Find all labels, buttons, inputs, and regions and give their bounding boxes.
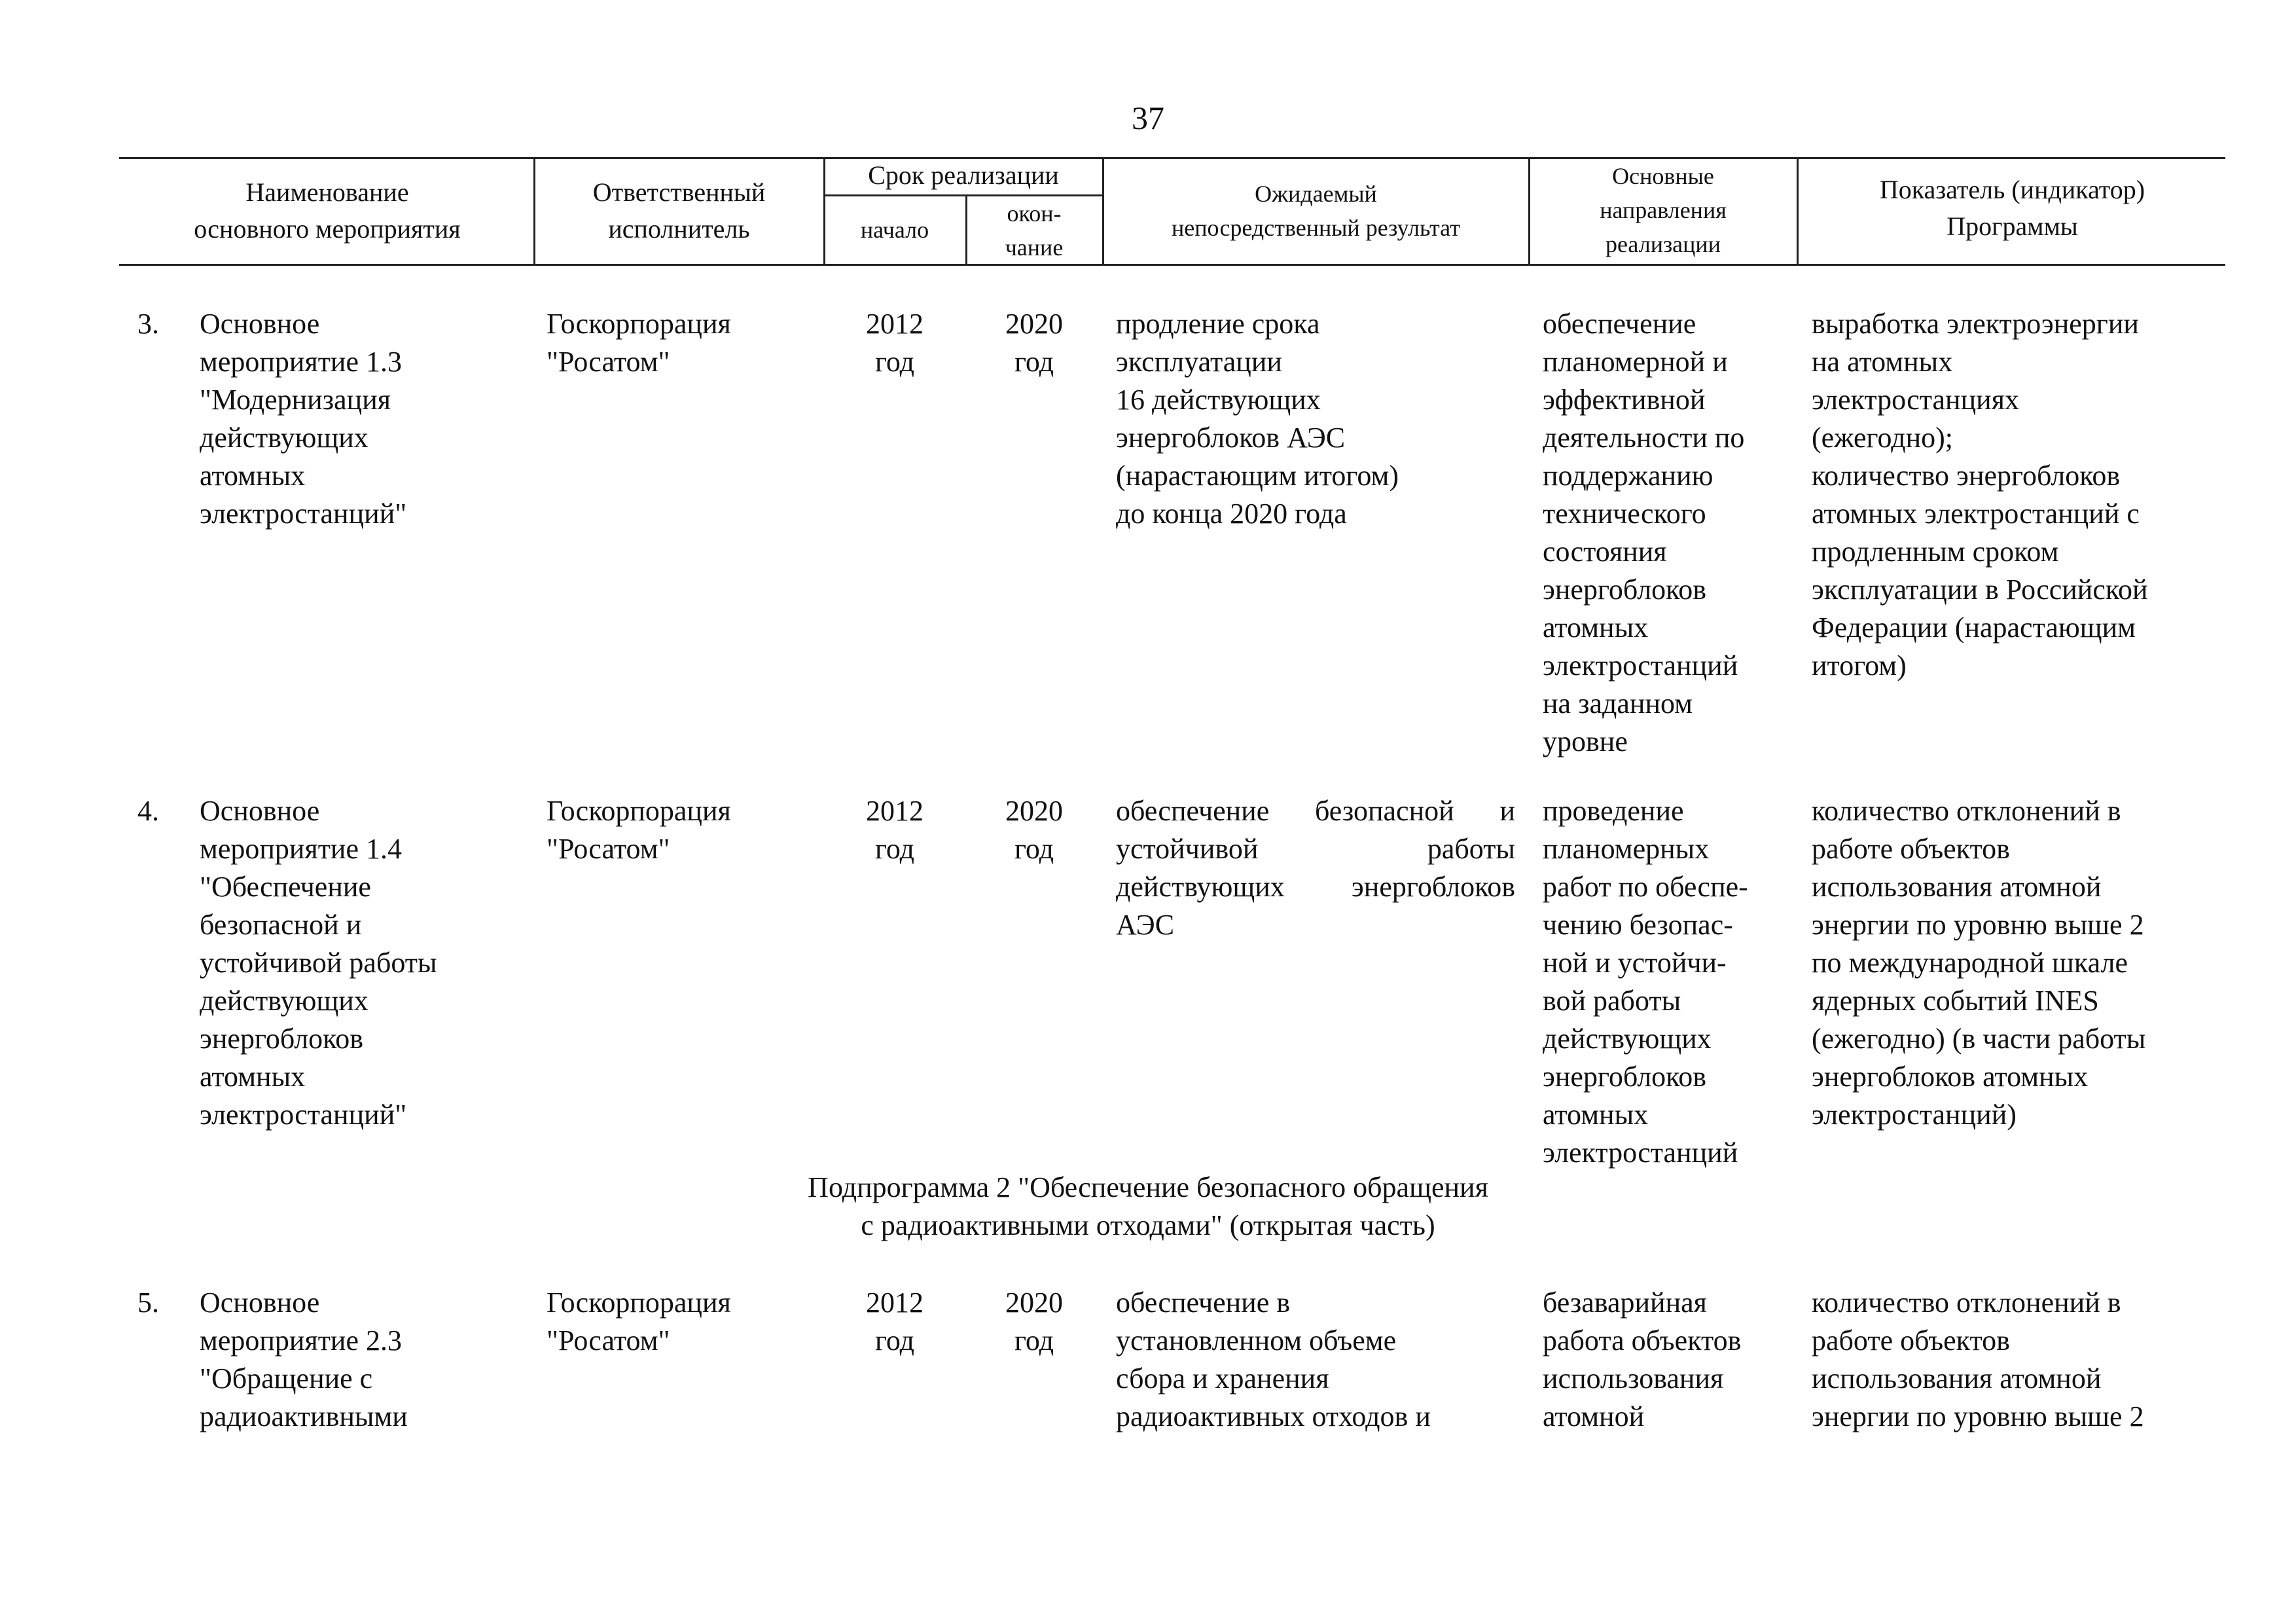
header-col-divider	[1102, 157, 1104, 266]
header-end: окон- чание	[1005, 200, 1064, 261]
row-indicator: выработка электроэнергии на атомных электростанциях (ежегодно); количество энергоблоков атомных электростанций с продленным сроком эксплуатации в Российской Федерации (нарастающим итогом)	[1812, 308, 2148, 682]
subprogram-heading: Подпрограмма 2 "Обеспечение безопасного обращения с радиоактивными отходами" (открытая часть)	[808, 1171, 1488, 1241]
row-executor: Госкорпорация "Росатом"	[547, 1286, 731, 1357]
row-result: обеспечение в установленном объеме сбора и хранения радиоактивных отходов и	[1116, 1286, 1431, 1432]
row-executor: Госкорпорация "Росатом"	[547, 795, 731, 865]
row-end-year: 2020 год	[1005, 1286, 1063, 1357]
row-result: обеспечение безопасной и устойчивой работы действующих энергоблоков АЭС	[1116, 795, 1515, 941]
row-directions: безаварийная работа объектов использования атомной	[1543, 1286, 1742, 1432]
header-col-divider	[1797, 157, 1799, 266]
header-col-divider	[823, 157, 825, 266]
row-end-year: 2020 год	[1005, 795, 1063, 865]
row-directions: обеспечение планомерной и эффективной деятельности по поддержанию технического состояния энергоблоков атомных электростанций на заданном уровне	[1543, 308, 1745, 757]
row-start-year: 2012 год	[866, 1286, 924, 1357]
header-directions: Основные направления реализации	[1600, 163, 1727, 257]
row-name: Основное мероприятие 2.3 "Обращение с радиоактивными	[200, 1286, 408, 1432]
row-number: 3.	[137, 308, 159, 340]
header-start: начало	[860, 217, 929, 243]
row-indicator: количество отклонений в работе объектов использования атомной энергии по уровню выше 2 по международной шкале ядерных событий INES (ежегодно) (в части работы энергоблоков атомных электростанций)	[1812, 795, 2146, 1131]
row-number: 5.	[137, 1286, 159, 1319]
row-indicator: количество отклонений в работе объектов использования атомной энергии по уровню выше 2	[1812, 1286, 2144, 1432]
row-executor: Госкорпорация "Росатом"	[547, 308, 731, 378]
header-name: Наименование основного мероприятия	[194, 177, 461, 244]
row-start-year: 2012 год	[866, 308, 924, 378]
header-col-divider	[533, 157, 535, 266]
row-name: Основное мероприятие 1.4 "Обеспечение безопасной и устойчивой работы действующих энергоблоков атомных электростанций"	[200, 795, 437, 1131]
header-executor: Ответственный исполнитель	[592, 177, 766, 244]
table-header-bottom-rule	[119, 264, 2225, 266]
header-period: Срок реализации	[868, 160, 1059, 190]
row-number: 4.	[137, 795, 159, 827]
header-result: Ожидаемый непосредственный результат	[1172, 181, 1460, 241]
row-start-year: 2012 год	[866, 795, 924, 865]
row-end-year: 2020 год	[1005, 308, 1063, 378]
table-top-rule	[119, 157, 2225, 159]
row-name: Основное мероприятие 1.3 "Модернизация действующих атомных электростанций"	[200, 308, 407, 530]
row-result: продление срока эксплуатации 16 действующих энергоблоков АЭС (нарастающим итогом) до конца 2020 года	[1116, 308, 1399, 530]
row-directions: проведение планомерных работ по обеспе- чению безопас- ной и устойчи- вой работы действующих энергоблоков атомных электростанций	[1543, 795, 1748, 1169]
page-number: 37	[1132, 100, 1164, 136]
header-col-divider	[1528, 157, 1530, 266]
header-indicator: Показатель (индикатор) Программы	[1879, 175, 2145, 241]
